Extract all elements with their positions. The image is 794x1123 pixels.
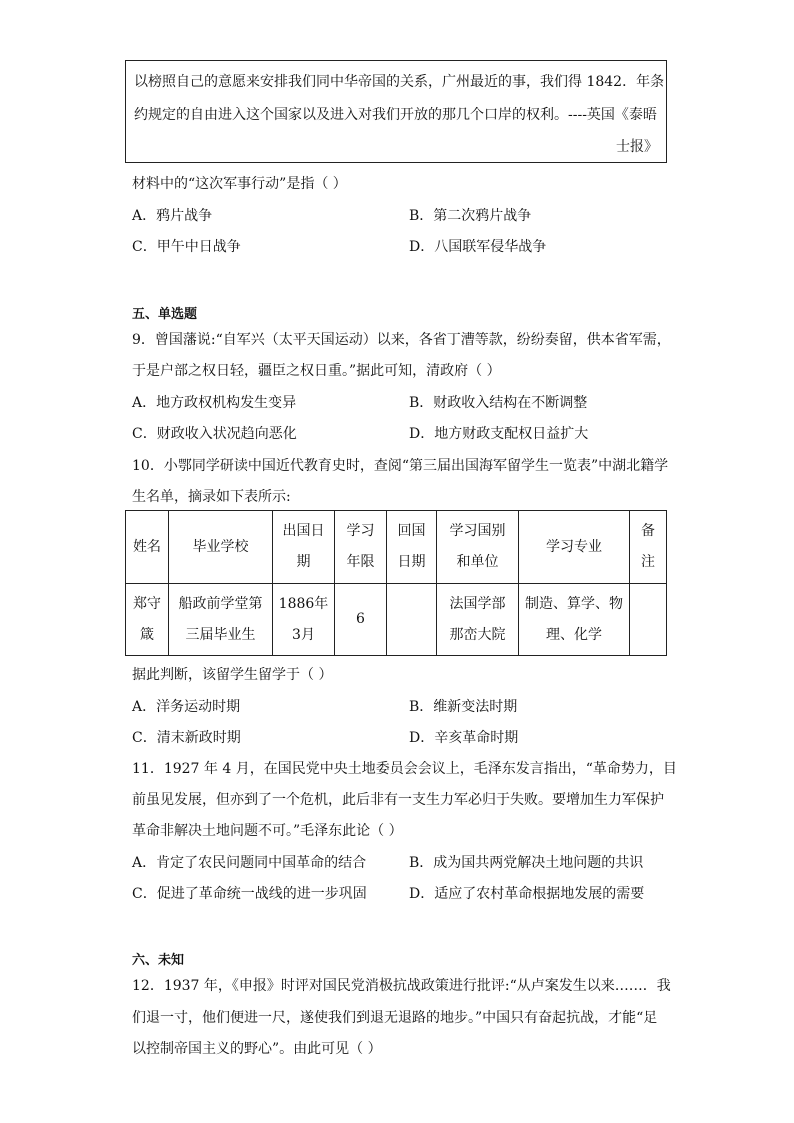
header-cell-school: 毕业学校	[169, 511, 273, 584]
header-cell-major: 学习专业	[519, 511, 630, 584]
q11-line-1: 11．1927 年 4 月，在国民党中央土地委员会会议上，毛泽东发言指出，“革命势力，目	[132, 761, 677, 777]
q11-line-2: 前虽见发展，但亦到了一个危机，此后非有一支生力军必归于失败。要增加生力军保护	[132, 792, 664, 808]
q9-line-1: 9．曾国藩说:“自军兴（太平天国运动）以来，各省丁漕等款，纷纷奏留，供本省军需，	[132, 332, 671, 348]
q10-line-1: 10．小鄂同学研读中国近代教育史时，查阅“第三届出国海军留学生一览表”中湖北籍学	[132, 458, 669, 474]
q10-option-a[interactable]: A．洋务运动时期	[132, 699, 241, 715]
cell-return	[387, 584, 437, 656]
cell-major: 制造、算学、物 理、化学	[519, 584, 630, 656]
q11-option-c[interactable]: C．促进了革命统一战线的进一步巩固	[132, 886, 367, 902]
q8-stem: 材料中的“这次军事行动”是指（ ）	[132, 176, 347, 192]
cell-school: 船政前学堂第 三届毕业生	[169, 584, 273, 656]
q10-option-d[interactable]: D．辛亥革命时期	[409, 730, 519, 746]
student-table	[125, 510, 667, 656]
section-5-title: 五、单选题	[132, 307, 198, 322]
q8-option-c[interactable]: C．甲午中日战争	[132, 239, 241, 255]
header-cell-country: 学习国别 和单位	[437, 511, 519, 584]
cell-country: 法国学部 那峦大院	[437, 584, 519, 656]
header-cell-return: 回国 日期	[387, 511, 437, 584]
cell-years: 6	[335, 584, 387, 656]
header-cell-note: 备 注	[630, 511, 667, 584]
section-6-title: 六、未知	[132, 953, 185, 968]
q8-option-d[interactable]: D．八国联军侵华战争	[409, 239, 547, 255]
cell-name: 郑守 箴	[126, 584, 169, 656]
q12-line-1: 12．1937 年，《申报》时评对国民党消极抗战政策进行批评:“从卢案发生以来……．我	[132, 978, 671, 994]
q9-option-d[interactable]: D．地方财政支配权日益扩大	[409, 426, 589, 442]
table-header-row	[126, 511, 667, 584]
quote-line-1: 以榜照自己的意愿来安排我们同中华帝国的关系，广州最近的事，我们得 1842．年条	[134, 74, 665, 90]
quote-line-3: 士报》	[616, 139, 658, 155]
q9-option-b[interactable]: B．财政收入结构在不断调整	[409, 395, 588, 411]
q8-option-a[interactable]: A．鸦片战争	[132, 208, 213, 224]
q8-option-b[interactable]: B．第二次鸦片战争	[409, 208, 532, 224]
q9-line-2: 于是户部之权日轻，疆臣之权日重。”据此可知，清政府（ ）	[132, 363, 501, 379]
header-cell-name: 姓名	[126, 511, 169, 584]
header-cell-years: 学习 年限	[335, 511, 387, 584]
q10-after: 据此判断，该留学生留学于（ ）	[132, 667, 333, 683]
table-row	[126, 584, 667, 656]
quote-box	[125, 60, 667, 163]
q11-option-a[interactable]: A．肯定了农民问题同中国革命的结合	[132, 855, 367, 871]
q11-option-b[interactable]: B．成为国共两党解决土地问题的共识	[409, 855, 644, 871]
q12-line-2: 们退一寸，他们便进一尺，遂使我们到退无退路的地步。”中国只有奋起抗战，才能“足	[132, 1010, 658, 1026]
cell-note	[630, 584, 667, 656]
q11-line-3: 革命非解决土地问题不可。”毛泽东此论（ ）	[132, 823, 403, 839]
q10-option-b[interactable]: B．维新变法时期	[409, 699, 518, 715]
quote-line-2: 约规定的自由进入这个国家以及进入对我们开放的那几个口岸的权利。----英国《泰晤	[134, 107, 657, 123]
q10-line-2: 生名单，摘录如下表所示:	[132, 489, 291, 505]
q12-line-3: 以控制帝国主义的野心”。由此可见（ ）	[132, 1041, 382, 1057]
q11-option-d[interactable]: D．适应了农村革命根据地发展的需要	[409, 886, 645, 902]
header-cell-departure: 出国日 期	[273, 511, 335, 584]
q10-option-c[interactable]: C．清末新政时期	[132, 730, 241, 746]
cell-departure: 1886年 3月	[273, 584, 335, 656]
q9-option-c[interactable]: C．财政收入状况趋向恶化	[132, 426, 297, 442]
q9-option-a[interactable]: A．地方政权机构发生变异	[132, 395, 297, 411]
